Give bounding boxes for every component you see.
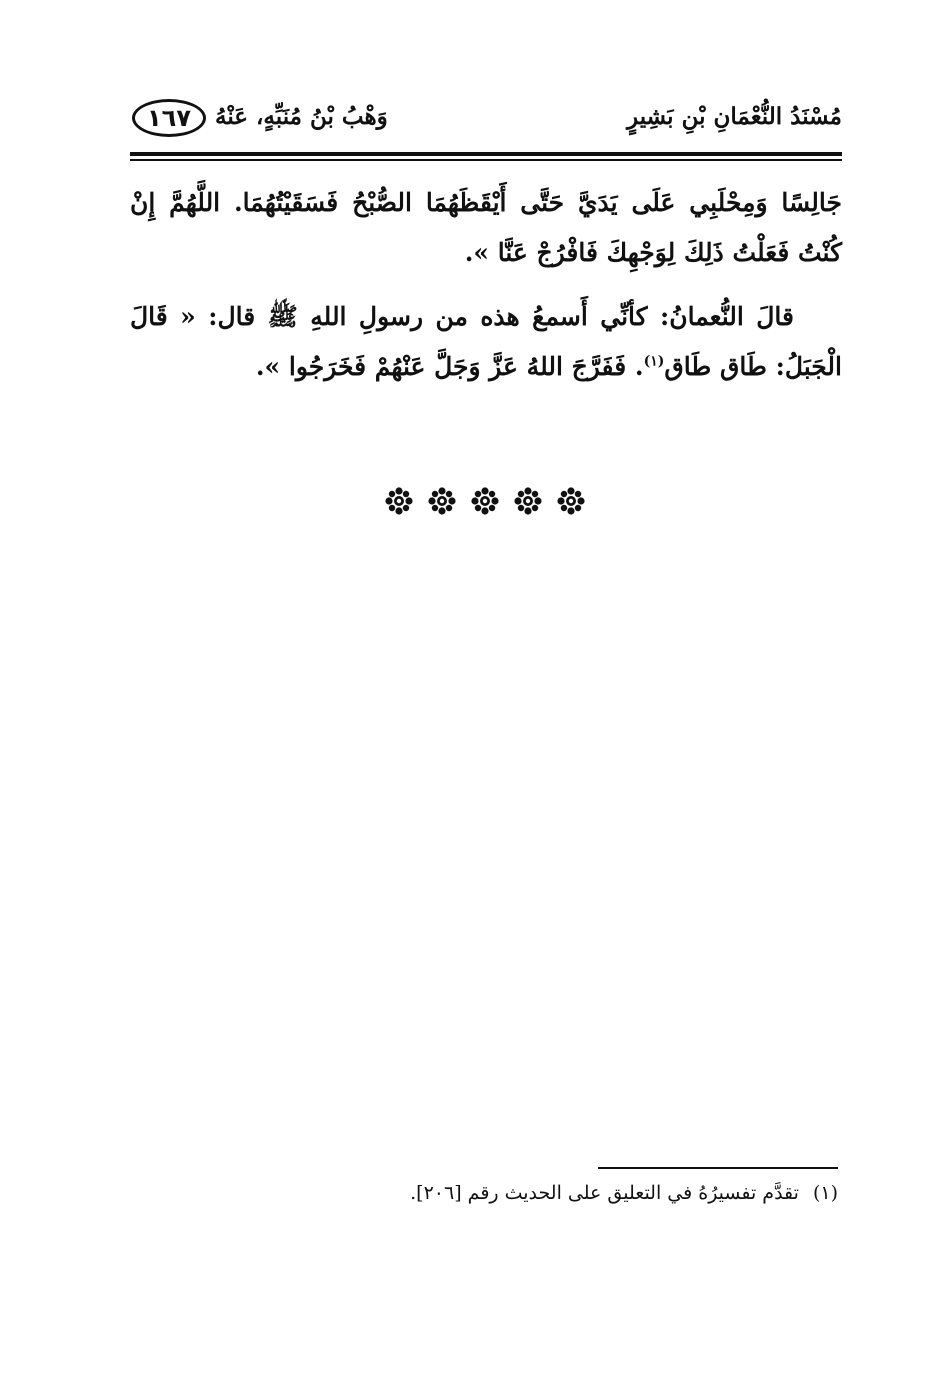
flower-ornament-icon	[471, 487, 499, 515]
flower-ornament-icon	[428, 487, 456, 515]
flower-ornament-icon	[514, 487, 542, 515]
flower-ornament-icon	[385, 487, 413, 515]
header-subtitle: وَهْبُ بْنُ مُنَبِّهٍ، عَنْهُ	[215, 103, 388, 130]
section-divider-ornaments	[385, 484, 585, 518]
footnote	[130, 1182, 838, 1204]
paragraph-2-end: . فَفَرَّجَ اللهُ عَزَّ وَجَلَّ عَنْهُمْ فَخَرَجُوا ».	[255, 352, 644, 381]
paragraph-2	[130, 292, 842, 392]
footnote-marker: (١)	[812, 1182, 838, 1204]
header-title: مُسْنَدُ النُّعْمَانِ بْنِ بَشِيرٍ	[627, 103, 842, 130]
flower-ornament-icon	[557, 487, 585, 515]
footnote-separator	[598, 1167, 838, 1169]
paragraph-1: جَالِسًا وَمِحْلَبِي عَلَى يَدَيَّ حَتَّى أَيْقَظَهُمَا الصُّبْحُ فَسَقَيْتُهُمَا. اللَّهُمَّ إِنْ كُنْتُ فَعَلْتُ ذَلِكَ لِوَجْهِكَ فَافْرُجْ عَنَّا ».	[130, 188, 842, 267]
header-rule-thick	[130, 152, 842, 156]
paragraph-2-start: قالَ النُّعمانُ: كأنِّي أَسمعُ هذه من رسولِ اللهِ ﷺ قال: « قَالَ الْجَبَلُ: طَاق طَاق	[130, 302, 842, 381]
page-number: ١٦٧	[132, 99, 206, 137]
main-text	[130, 178, 842, 406]
header-rule-thin	[130, 159, 842, 161]
footnote-reference: (١)	[643, 353, 665, 370]
footnote-text: تقدَّم تفسيرُهُ في التعليق على الحديث رقم [٢٠٦].	[410, 1182, 799, 1204]
running-header	[130, 95, 842, 145]
